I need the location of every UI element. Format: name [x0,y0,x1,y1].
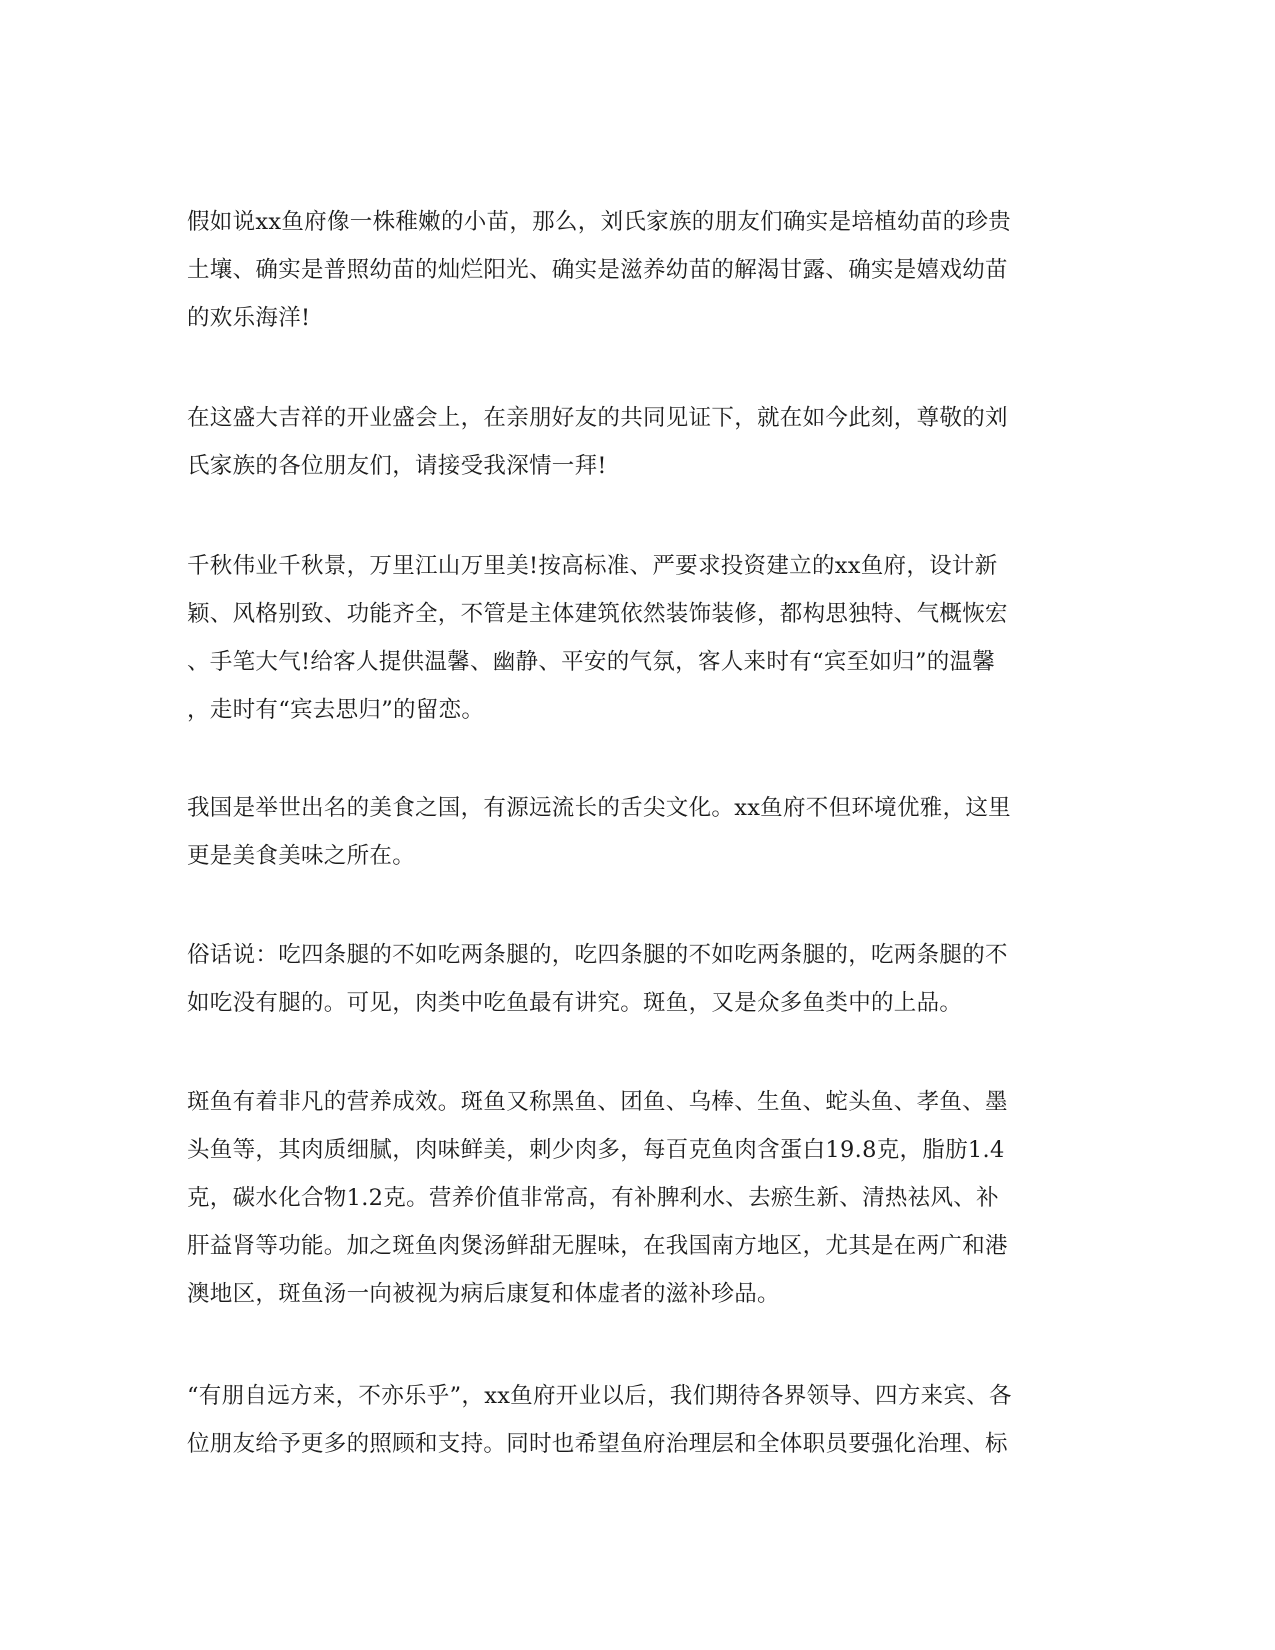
text-line: 、手笔大气!给客人提供温馨、幽静、平安的气氛，客人来时有“宾至如归”的温馨 [187,649,996,675]
text-line: 氏家族的各位朋友们，请接受我深情一拜! [187,453,607,479]
text-line: “有朋自远方来，不亦乐乎”，xx鱼府开业以后，我们期待各界领导、四方来宾、各 [187,1383,1012,1409]
text-line: 假如说xx鱼府像一株稚嫩的小苗，那么，刘氏家族的朋友们确实是培植幼苗的珍贵 [187,209,1011,235]
text-line: 肝益肾等功能。加之斑鱼肉煲汤鲜甜无腥味，在我国南方地区，尤其是在两广和港 [187,1233,1008,1259]
text-line: 克，碳水化合物1.2克。营养价值非常高，有补脾利水、去瘀生新、清热祛风、补 [187,1185,999,1211]
text-line: 更是美食美味之所在。 [187,843,416,869]
text-line: 俗话说：吃四条腿的不如吃两条腿的，吃四条腿的不如吃两条腿的，吃两条腿的不 [187,942,1008,968]
text-line: 千秋伟业千秋景，万里江山万里美!按高标准、严要求投资建立的xx鱼府，设计新 [187,553,998,579]
text-line: 在这盛大吉祥的开业盛会上，在亲朋好友的共同见证下，就在如今此刻，尊敬的刘 [187,405,1008,431]
paragraph-6 [187,1078,1008,1318]
paragraph-4 [187,784,1011,880]
text-line: 如吃没有腿的。可见，肉类中吃鱼最有讲究。斑鱼，又是众多鱼类中的上品。 [187,990,963,1016]
text-line: 澳地区，斑鱼汤一向被视为病后康复和体虚者的滋补珍品。 [187,1281,780,1307]
paragraph-3 [187,542,1008,734]
paragraph-2 [187,394,1008,490]
text-line: 颖、风格别致、功能齐全，不管是主体建筑依然装饰装修，都构思独特、气概恢宏 [187,601,1008,627]
text-line: 头鱼等，其肉质细腻，肉味鲜美，刺少肉多，每百克鱼肉含蛋白19.8克，脂肪1.4 [187,1137,1005,1163]
text-line: 的欢乐海洋! [187,305,311,331]
text-line: 位朋友给予更多的照顾和支持。同时也希望鱼府治理层和全体职员要强化治理、标 [187,1431,1008,1457]
paragraph-5 [187,931,1008,1027]
text-line: 土壤、确实是普照幼苗的灿烂阳光、确实是滋养幼苗的解渴甘露、确实是嬉戏幼苗 [187,257,1008,283]
text-line: 斑鱼有着非凡的营养成效。斑鱼又称黑鱼、团鱼、乌棒、生鱼、蛇头鱼、孝鱼、墨 [187,1089,1008,1115]
paragraph-7 [187,1372,1012,1468]
text-line: 我国是举世出名的美食之国，有源远流长的舌尖文化。xx鱼府不但环境优雅，这里 [187,795,1011,821]
text-line: ，走时有“宾去思归”的留恋。 [187,697,485,723]
paragraph-1 [187,198,1011,342]
